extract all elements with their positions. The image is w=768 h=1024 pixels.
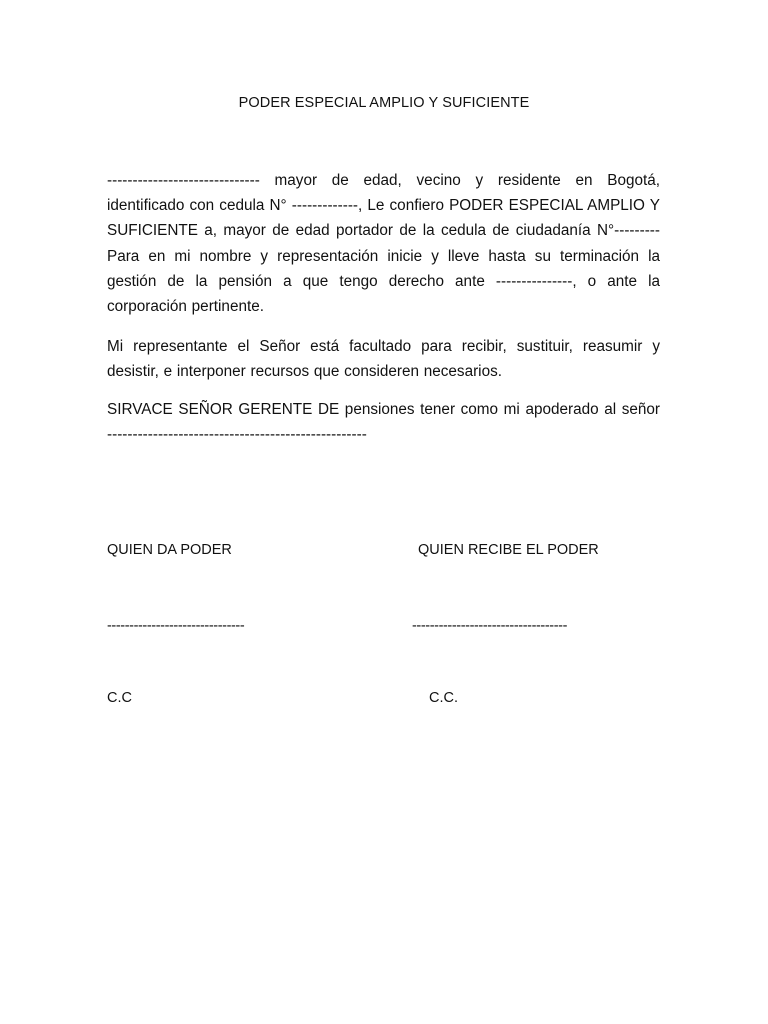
- grantor-label: QUIEN DA PODER: [107, 542, 232, 558]
- recipient-signature-line: -----------------------------------: [412, 618, 568, 634]
- paragraph-request-to-manager: SIRVACE SEÑOR GERENTE DE pensiones tener como mi apoderado al señor ---------------------------------------------------: [107, 401, 660, 444]
- paragraph-grant-of-power: ------------------------------ mayor de edad, vecino y residente en Bogotá, identificado con cedula N° -------------, Le confiero PODER ESPECIAL AMPLIO Y SUFICIENTE a, mayor de edad portador de la cedula de ciudadanía N°--------- Para en mi nombre y representación inicie y lleve hasta su terminación la gestión de la pensión a que tengo derecho ante ---------------, o ante la corporación pertinente.: [107, 172, 660, 316]
- document-title: PODER ESPECIAL AMPLIO Y SUFICIENTE: [238, 95, 530, 111]
- recipient-label: QUIEN RECIBE EL PODER: [418, 542, 599, 558]
- grantor-signature-line: -------------------------------: [107, 618, 245, 634]
- paragraph-representative-powers: Mi representante el Señor está facultado para recibir, sustituir, reasumir y desistir, e interponer recursos que consideren necesarios.: [107, 338, 660, 381]
- grantor-id-label: C.C: [107, 690, 132, 706]
- recipient-id-label: C.C.: [429, 690, 458, 706]
